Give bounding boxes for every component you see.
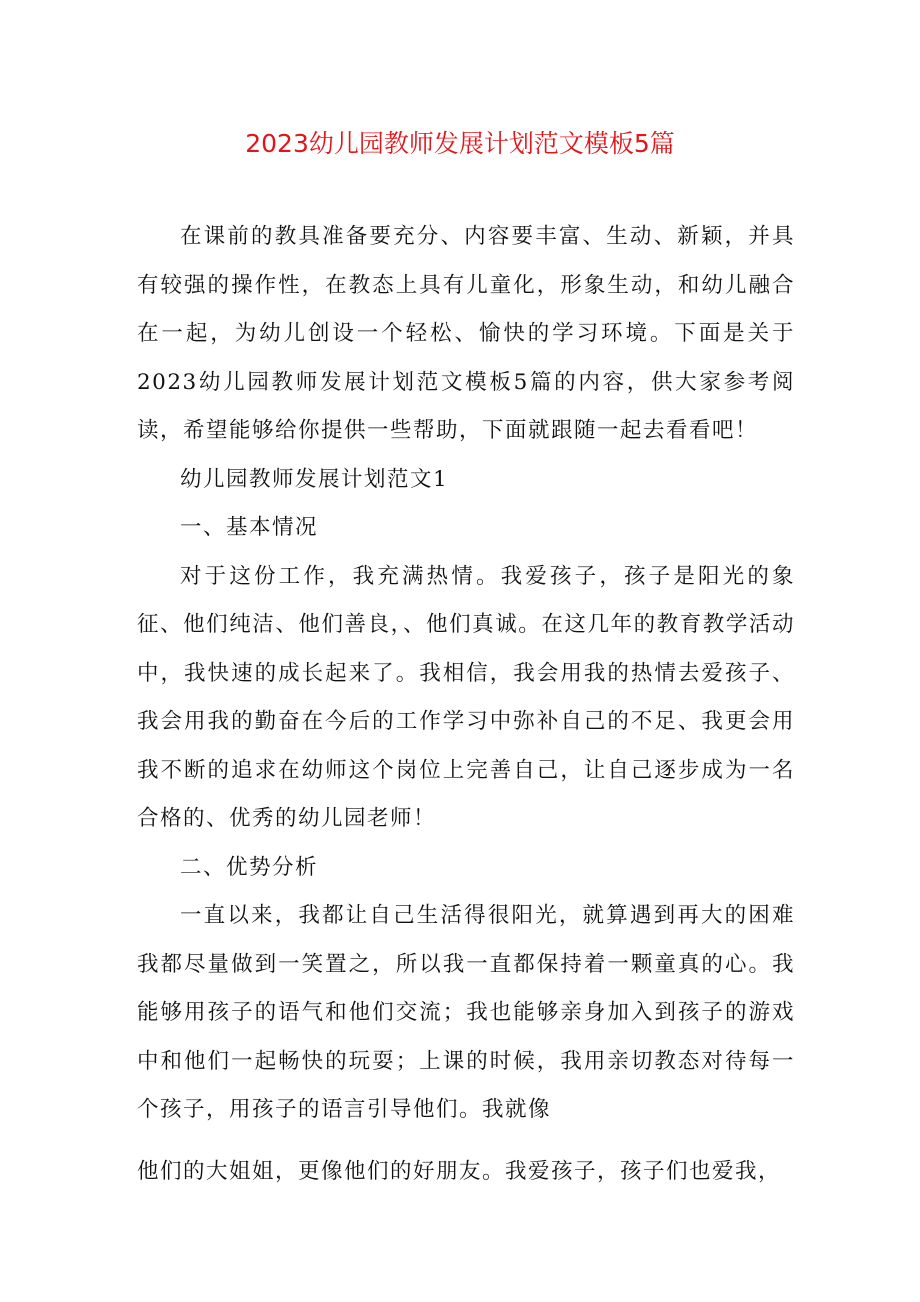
- heading-advantage-analysis: 二、优势分析: [180, 854, 319, 880]
- heading-basic-situation: 一、基本情况: [180, 515, 319, 540]
- paragraph-basic-situation: 对于这份工作，我充满热情。我爱孩子，孩子是阳光的象征、他们纯洁、他们善良，、他们真诚。在这几年的教育教学活动中，我快速的成长起来了。我相信，我会用我的热情去爱孩子、我会用我的勤奋在今后的工作学习中弥补自己的不足、我更会用我不断的追求在幼师这个岗位上完善自己，让自己逐步成为一名合格的、优秀的幼儿园老师！: [137, 563, 795, 831]
- intro-paragraph: 在课前的教具准备要充分、内容要丰富、生动、新颖，并具有较强的操作性，在教态上具有儿童化，形象生动，和幼儿融合在一起，为幼儿创设一个轻松、愉快的学习环境。下面是关于2023幼儿园教师发展计划范文模板5篇的内容，供大家参考阅读，希望能够给你提供一些帮助，下面就跟随一起去看看吧！: [137, 224, 795, 443]
- paragraph-continued: 他们的大姐姐，更像他们的好朋友。我爱孩子，孩子们也爱我，: [137, 1159, 782, 1184]
- paragraph-advantage-analysis: 一直以来，我都让自己生活得很阳光，就算遇到再大的困难我都尽量做到一笑置之，所以我一直都保持着一颗童真的心。我能够用孩子的语气和他们交流；我也能够亲身加入到孩子的游戏中和他们一起畅快的玩耍；上课的时候，我用亲切教态对待每一个孩子，用孩子的语言引导他们。我就像: [137, 903, 795, 1122]
- document-title: 2023幼儿园教师发展计划范文模板5篇: [245, 129, 675, 158]
- document-body-continued: [137, 1148, 795, 1197]
- document-body: [137, 213, 795, 1135]
- section-title: 幼儿园教师发展计划范文1: [180, 466, 449, 492]
